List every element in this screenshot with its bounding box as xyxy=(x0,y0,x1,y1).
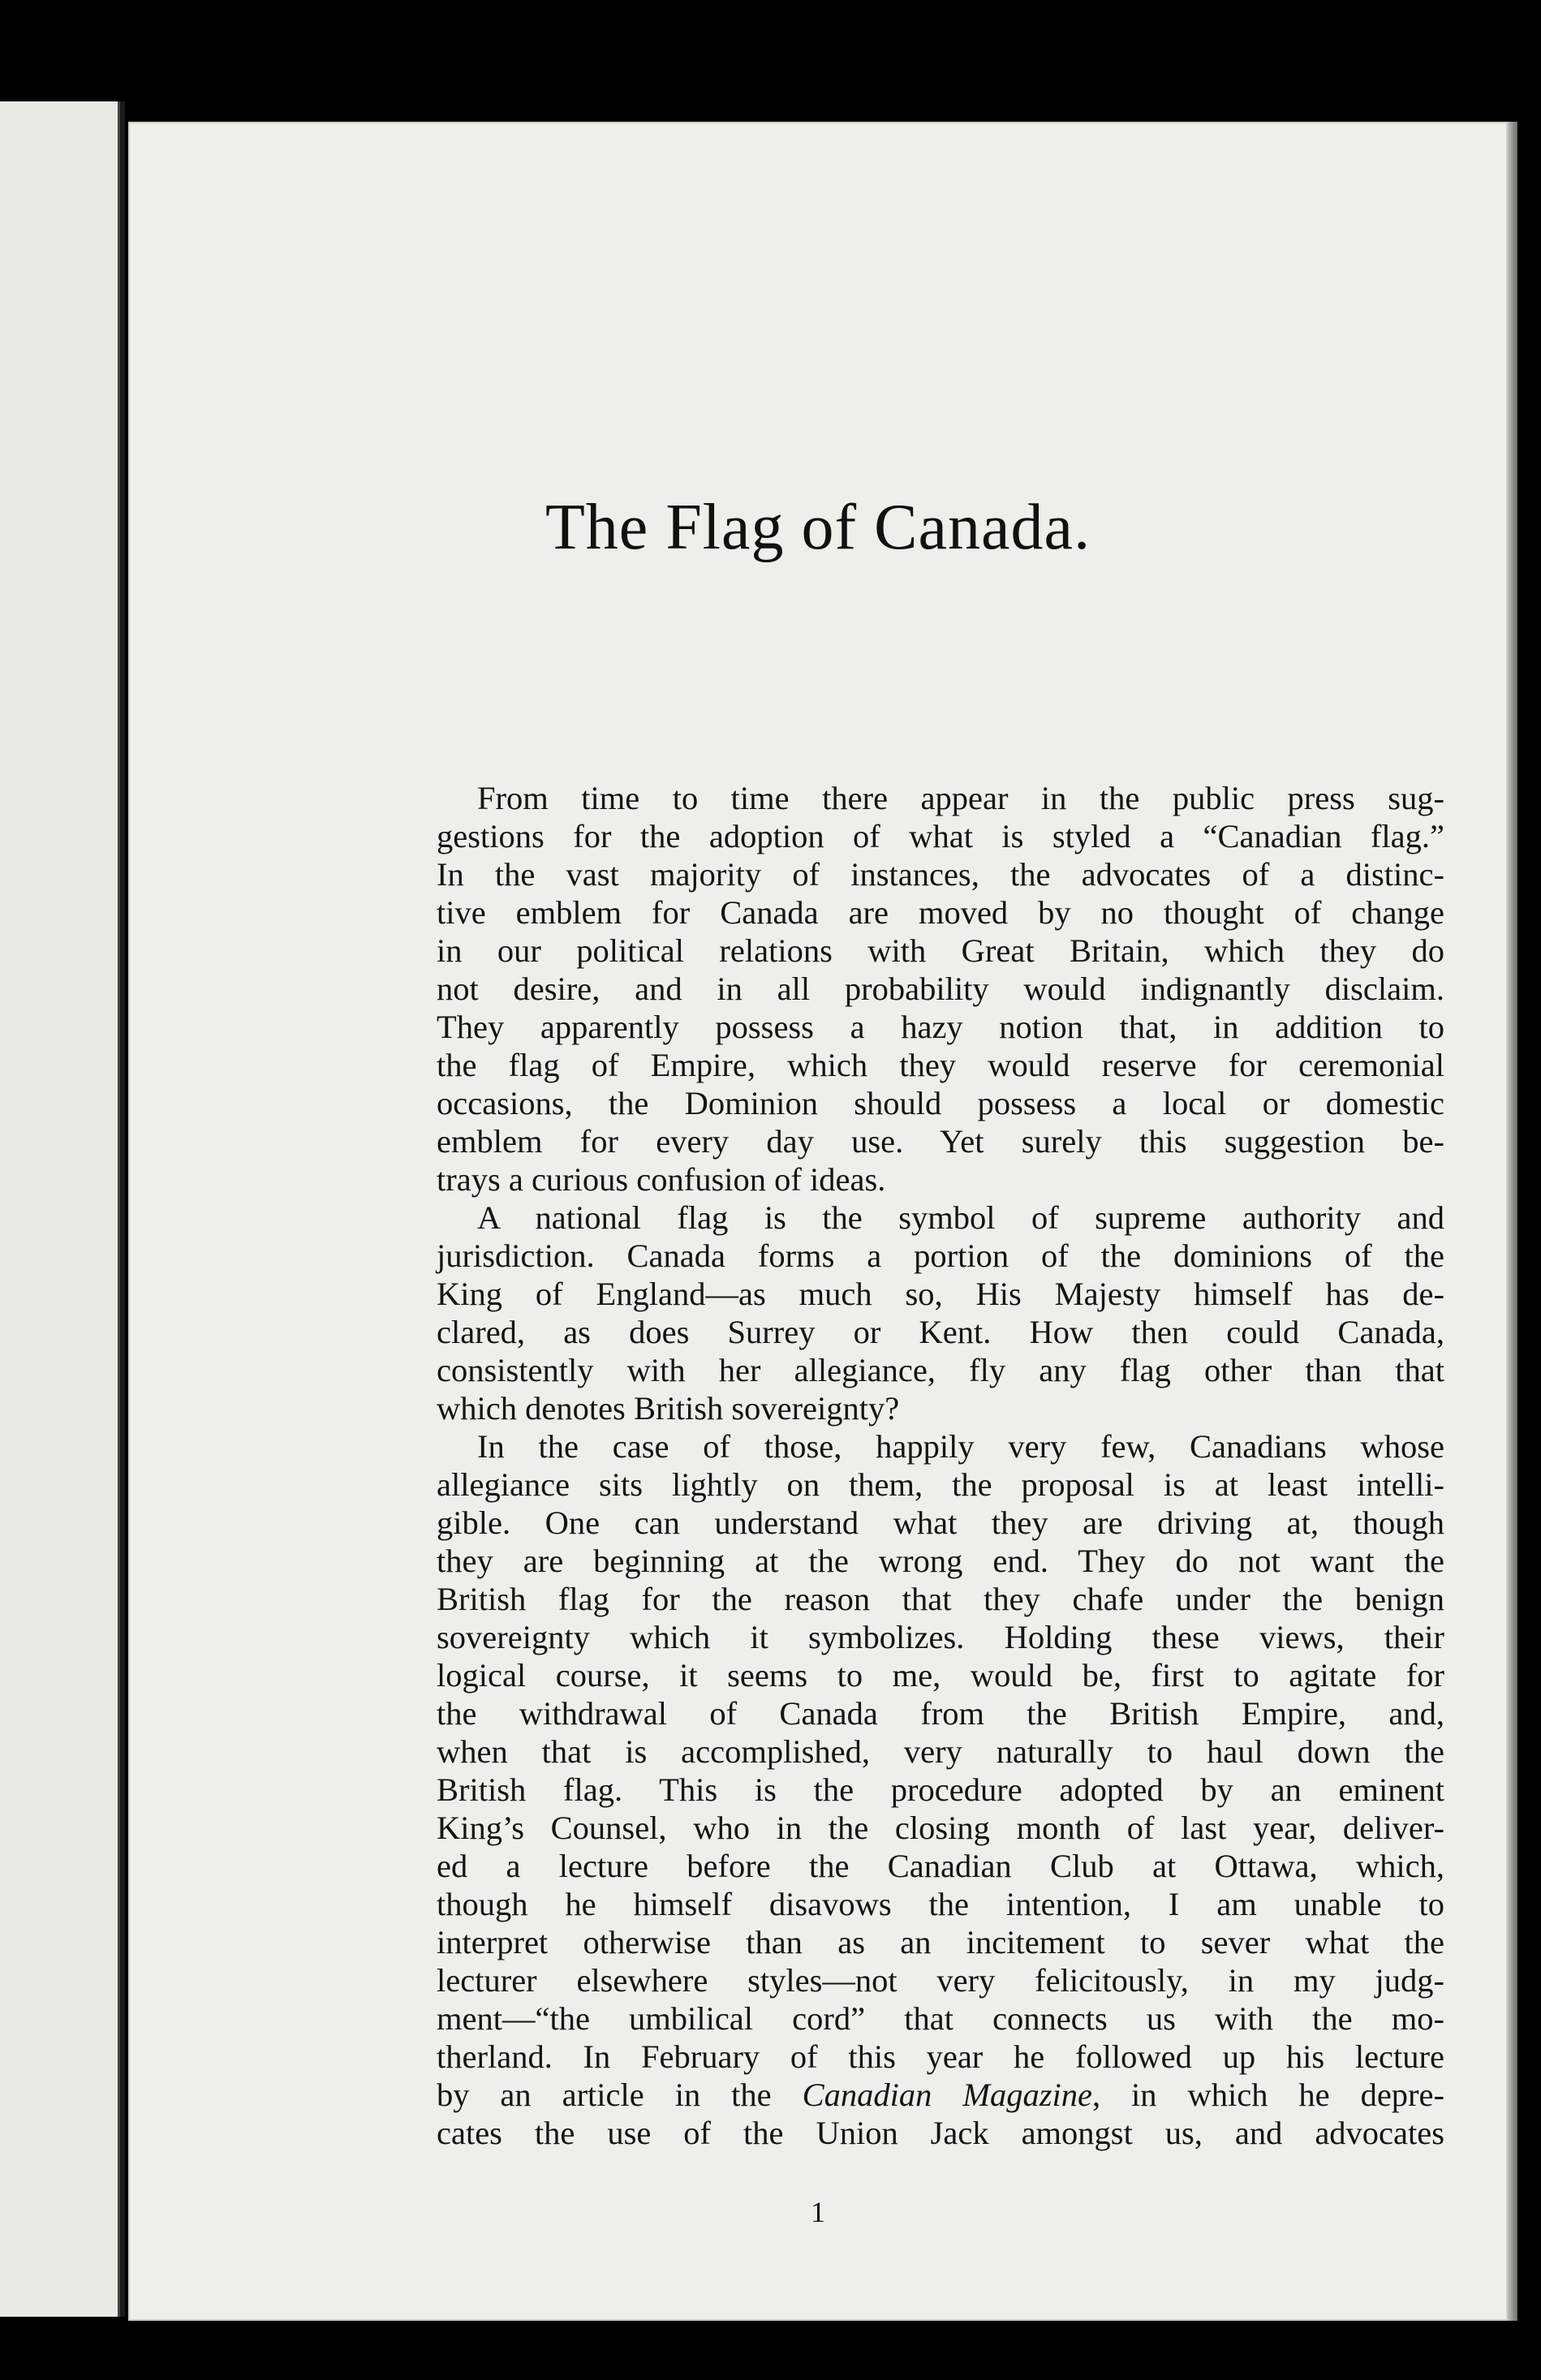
text-line: allegiance sits lightly on them, the proposal is at least intelli- xyxy=(437,1466,1444,1503)
text-line: consistently with her allegiance, fly any flag other than that xyxy=(437,1352,1444,1388)
text-line: occasions, the Dominion should possess a local or domestic xyxy=(437,1085,1444,1121)
body-text xyxy=(437,779,1444,2152)
text-line: logical course, it seems to me, would be, first to agitate for xyxy=(437,1657,1444,1694)
page-number: 1 xyxy=(811,2196,825,2228)
text-line: not desire, and in all probability would indignantly disclaim. xyxy=(437,971,1444,1007)
text-line: King’s Counsel, who in the closing month of last year, deliver- xyxy=(437,1810,1444,1846)
text-line: sovereignty which it symbolizes. Holding these views, their xyxy=(437,1619,1444,1655)
text-line: gestions for the adoption of what is styled a “Canadian flag.” xyxy=(437,818,1444,854)
text-line: King of England—as much so, His Majesty himself has de- xyxy=(437,1276,1444,1312)
text-line: British flag. This is the procedure adopted by an eminent xyxy=(437,1771,1444,1808)
text-line: They apparently possess a hazy notion that, in addition to xyxy=(437,1009,1444,1045)
text-line: ment—“the umbilical cord” that connects us with the mo- xyxy=(437,2000,1444,2037)
text-line: in our political relations with Great Britain, which they do xyxy=(437,932,1444,969)
text-line: ed a lecture before the Canadian Club at Ottawa, which, xyxy=(437,1848,1444,1884)
text-line: In the vast majority of instances, the advocates of a distinc- xyxy=(437,856,1444,893)
text-segment: by an article in the xyxy=(437,2077,772,2113)
document-page xyxy=(128,122,1508,2321)
text-line: therland. In February of this year he followed up his lecture xyxy=(437,2038,1444,2075)
text-line xyxy=(437,2076,1444,2114)
text-line: British flag for the reason that they chafe under the benign xyxy=(437,1581,1444,1617)
italic-magazine-title: Canadian Magazine xyxy=(802,2077,1092,2113)
text-line: gible. One can understand what they are driving at, though xyxy=(437,1504,1444,1541)
text-line: A national flag is the symbol of supreme authority and xyxy=(477,1199,1444,1236)
text-line: the flag of Empire, which they would reserve for ceremonial xyxy=(437,1047,1444,1083)
text-line: cates the use of the Union Jack amongst us, and advocates xyxy=(437,2115,1444,2151)
text-line: emblem for every day use. Yet surely this suggestion be- xyxy=(437,1123,1444,1160)
text-line: interpret otherwise than as an incitement to sever what the xyxy=(437,1924,1444,1960)
page-title: The Flag of Canada. xyxy=(545,492,1091,563)
text-line: the withdrawal of Canada from the British Empire, and, xyxy=(437,1695,1444,1732)
text-line: when that is accomplished, very naturally to haul down the xyxy=(437,1733,1444,1770)
text-line: which denotes British sovereignty? xyxy=(437,1390,900,1427)
text-line: though he himself disavows the intention, I am unable to xyxy=(437,1886,1444,1922)
text-line: In the case of those, happily very few, Canadians whose xyxy=(477,1428,1444,1465)
text-line: clared, as does Surrey or Kent. How then could Canada, xyxy=(437,1314,1444,1350)
text-line: jurisdiction. Canada forms a portion of the dominions of the xyxy=(437,1237,1444,1274)
page-edge-shadow xyxy=(1508,122,1517,2321)
text-segment: , in which he depre- xyxy=(1092,2077,1444,2113)
text-line: trays a curious confusion of ideas. xyxy=(437,1161,886,1198)
text-line: they are beginning at the wrong end. They do not want the xyxy=(437,1543,1444,1579)
text-line: lecturer elsewhere styles—not very felicitously, in my judg- xyxy=(437,1962,1444,1999)
left-page-edge xyxy=(0,101,125,2317)
text-line: From time to time there appear in the public press sug- xyxy=(477,780,1444,816)
text-line: tive emblem for Canada are moved by no thought of change xyxy=(437,894,1444,931)
